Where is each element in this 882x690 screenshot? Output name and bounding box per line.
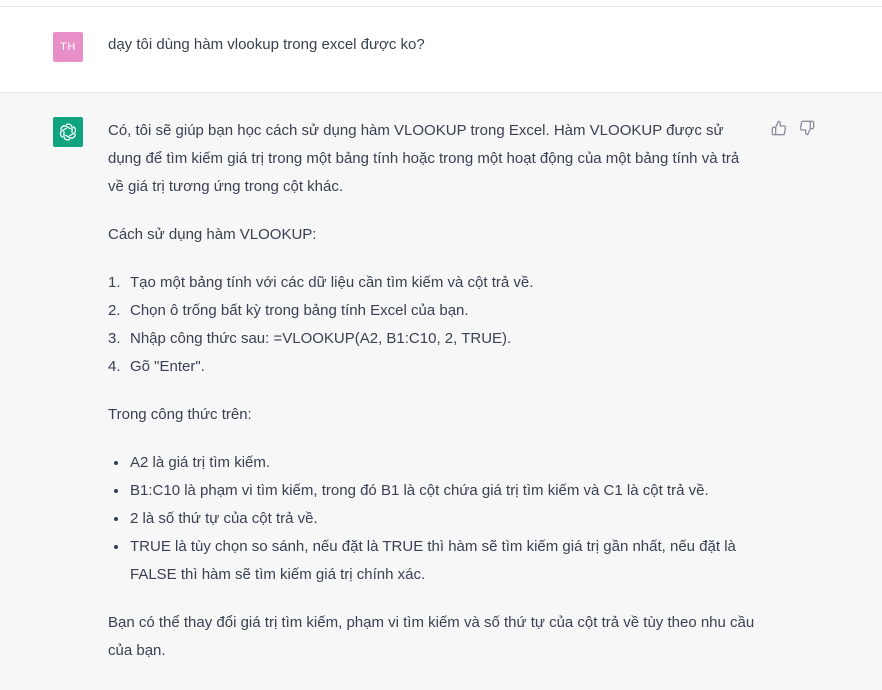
- closing-paragraph: Bạn có thể thay đổi giá trị tìm kiếm, phạm vi tìm kiếm và số thứ tự của cột trả về tùy theo nhu cầu của bạn.: [108, 614, 755, 659]
- list-item: [108, 533, 758, 589]
- bullet-text: TRUE là tùy chọn so sánh, nếu đặt là TRUE thì hàm sẽ tìm kiếm giá trị gần nhất, nếu đặt là FALSE thì hàm sẽ tìm kiếm giá trị chính xác.: [130, 538, 736, 583]
- step-text: Gõ "Enter".: [130, 358, 205, 375]
- list-item: [108, 505, 758, 533]
- bullet-dot: [114, 461, 118, 465]
- user-message-text: dạy tôi dùng hàm vlookup trong excel được ko?: [108, 36, 425, 53]
- thumbs-down-icon: [799, 120, 815, 136]
- list-item: [108, 353, 758, 381]
- user-message: [0, 7, 882, 93]
- intro-paragraph: Có, tôi sẽ giúp bạn học cách sử dụng hàm VLOOKUP trong Excel. Hàm VLOOKUP được sử dụng để tìm kiếm giá trị trong một bảng tính hoặc trong một hoạt động của một bảng tính và trả về giá trị tương ứng trong cột khác.: [108, 122, 740, 195]
- dislike-button[interactable]: [798, 119, 816, 137]
- bullet-dot: [114, 517, 118, 521]
- step-number: 1.: [108, 274, 121, 291]
- user-avatar: TH: [53, 32, 83, 62]
- step-text: Nhập công thức sau: =VLOOKUP(A2, B1:C10, 2, TRUE).: [130, 330, 512, 347]
- step-number: 3.: [108, 330, 121, 347]
- like-button[interactable]: [770, 119, 788, 137]
- bullet-dot: [114, 545, 118, 549]
- bullet-text: 2 là số thứ tự của cột trả về.: [130, 510, 318, 527]
- thumbs-up-icon: [771, 120, 787, 136]
- bullet-text: A2 là giá trị tìm kiếm.: [130, 454, 271, 471]
- bullet-dot: [114, 489, 118, 493]
- assistant-avatar: [53, 117, 83, 147]
- list-item: [108, 449, 758, 477]
- list-item: [108, 477, 758, 505]
- feedback-actions: [770, 119, 816, 137]
- step-text: Tạo một bảng tính với các dữ liệu cần tìm kiếm và cột trả về.: [130, 274, 534, 291]
- step-number: 2.: [108, 302, 121, 319]
- openai-logo-icon: [57, 121, 79, 143]
- step-text: Chọn ô trống bất kỳ trong bảng tính Excel của bạn.: [130, 302, 469, 319]
- how-to-heading: Cách sử dụng hàm VLOOKUP:: [108, 226, 317, 243]
- formula-heading: Trong công thức trên:: [108, 406, 252, 423]
- list-item: [108, 297, 758, 325]
- bullet-text: B1:C10 là phạm vi tìm kiếm, trong đó B1 là cột chứa giá trị tìm kiếm và C1 là cột trả về.: [130, 482, 709, 499]
- assistant-message: [0, 93, 882, 690]
- assistant-message-content: [108, 117, 758, 685]
- bullets-list: [108, 449, 758, 589]
- list-item: [108, 269, 758, 297]
- list-item: [108, 325, 758, 353]
- step-number: 4.: [108, 358, 121, 375]
- steps-list: [108, 269, 758, 381]
